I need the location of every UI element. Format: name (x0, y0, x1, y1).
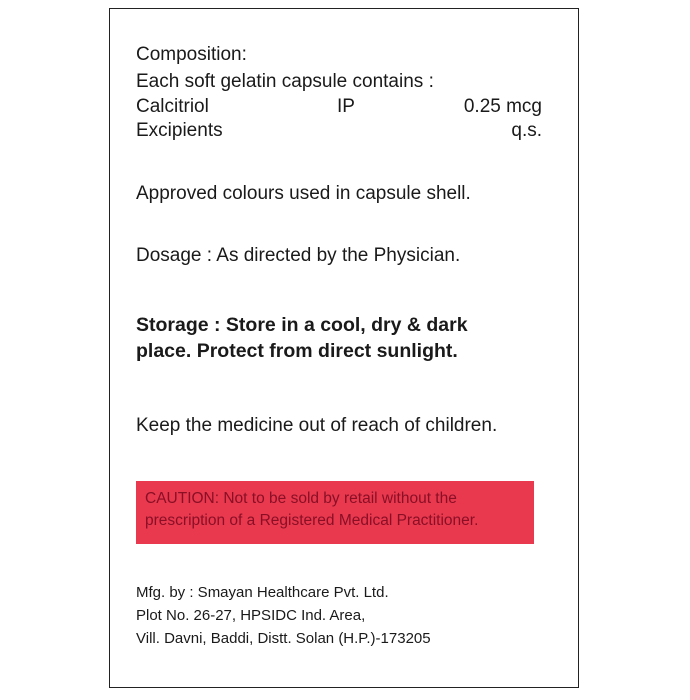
ingredient-name: Calcitriol (136, 96, 209, 117)
ingredient-standard: IP (337, 96, 355, 117)
caution-banner (136, 481, 534, 544)
caution-line-2: prescription of a Registered Medical Practitioner. (145, 512, 479, 529)
dosage-text: Dosage : As directed by the Physician. (136, 245, 461, 266)
storage-line-2: place. Protect from direct sunlight. (136, 340, 458, 362)
composition-intro: Each soft gelatin capsule contains : (136, 71, 434, 92)
storage-line-1: Storage : Store in a cool, dry & dark (136, 314, 468, 336)
ingredient-name: Excipients (136, 120, 223, 141)
ingredient-amount: q.s. (511, 120, 542, 141)
children-warning: Keep the medicine out of reach of children. (136, 415, 498, 436)
ingredient-amount: 0.25 mcg (463, 96, 542, 117)
manufacturer-address-1: Plot No. 26-27, HPSIDC Ind. Area, (136, 607, 366, 624)
manufacturer-name: Mfg. by : Smayan Healthcare Pvt. Ltd. (136, 584, 389, 601)
manufacturer-address-2: Vill. Davni, Baddi, Distt. Solan (H.P.)-173205 (136, 630, 431, 647)
composition-heading: Composition: (136, 44, 247, 65)
caution-line-1: CAUTION: Not to be sold by retail without the (145, 490, 457, 507)
colours-note: Approved colours used in capsule shell. (136, 183, 471, 204)
